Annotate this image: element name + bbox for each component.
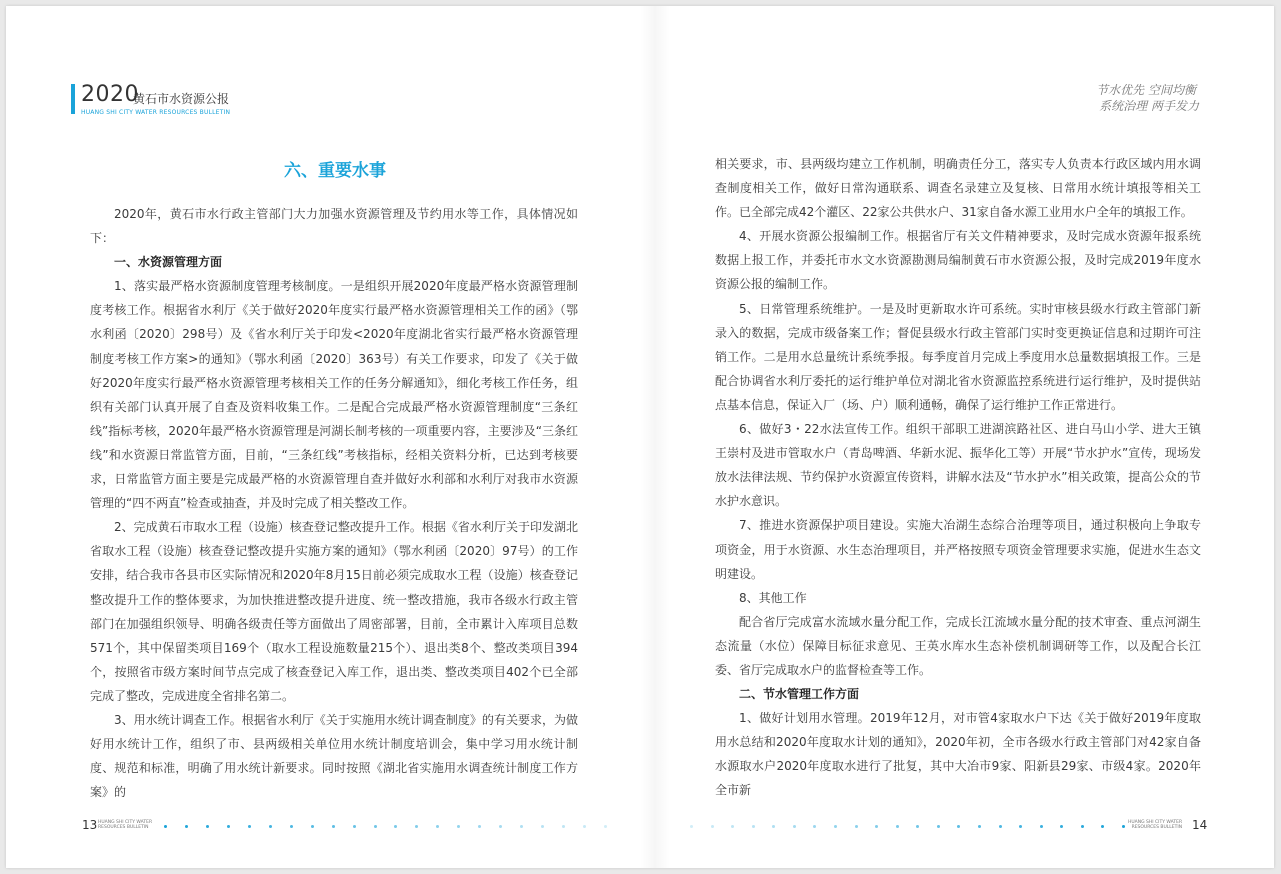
footer-dot — [311, 825, 314, 828]
section-heading-water-management: 一、水资源管理方面 — [114, 255, 223, 270]
footer-mini-line-2: RESOURCES BULLETIN — [1131, 825, 1183, 830]
footer-dot — [1081, 825, 1084, 828]
document-spread — [6, 6, 1274, 868]
footer-dot — [1040, 825, 1043, 828]
footer-mini-text-right — [1128, 820, 1182, 830]
footer-dot — [269, 825, 272, 828]
paragraph-8-title: 8、其他工作 — [739, 590, 807, 605]
left-page-footer — [82, 814, 622, 834]
footer-dot — [248, 825, 251, 828]
section-heading-water-saving: 二、节水管理工作方面 — [739, 687, 860, 702]
footer-dot — [916, 825, 919, 828]
footer-dot — [457, 825, 460, 828]
paragraph-5: 5、日常管理系统维护。一是及时更新取水许可系统。实时审核县级水行政主管部门新录入的数据，完成市级备案工作；督促县级水行政主管部门实时变更换证信息和过期许可注销工作。二是用水总量统计系统季报。每季度首月完成上季度用水总量数据填报工作。三是配合协调省水利厅委托的运行维护单位对湖北省水资源监控系统进行运行维护，及时提供站点基本信息，保证入厂（场、户）顺利通畅，确保了运行维护工作正常进行。 — [715, 301, 1201, 412]
footer-dots-right — [690, 825, 1122, 829]
footer-dot — [499, 825, 502, 828]
footer-dot — [875, 825, 878, 828]
left-page-body — [90, 202, 578, 804]
footer-dot — [1060, 825, 1063, 828]
footer-dot — [394, 825, 397, 828]
footer-dot — [999, 825, 1002, 828]
footer-mini-line-2: RESOURCES BULLETIN — [98, 825, 149, 830]
paragraph-8: 配合省厅完成富水流域水量分配工作，完成长江流域水量分配的技术审查、重点河湖生态流量（水位）保障目标征求意见、王英水库水生态补偿机制调研等工作，以及配合长江委、省厅完成取水户的监督检查等工作。 — [715, 614, 1201, 677]
slogan — [1096, 82, 1199, 114]
footer-dot — [731, 825, 734, 828]
footer-mini-text-left — [98, 820, 152, 830]
footer-dot — [290, 825, 293, 828]
right-page-footer — [690, 814, 1206, 834]
footer-dot — [855, 825, 858, 828]
footer-dot — [562, 825, 565, 828]
footer-dot — [752, 825, 755, 828]
brand-title: 黄石市水资源公报 — [133, 92, 230, 106]
footer-dot — [478, 825, 481, 828]
brand-accent-bar — [71, 84, 75, 114]
brand-year: 2020 — [81, 82, 139, 107]
footer-dot — [834, 825, 837, 828]
footer-dot — [583, 825, 586, 828]
footer-dot — [374, 825, 377, 828]
footer-dot — [164, 825, 167, 828]
footer-dot — [1122, 825, 1125, 828]
footer-dot — [711, 825, 714, 828]
footer-dot — [541, 825, 544, 828]
footer-dot — [1019, 825, 1022, 828]
brand-subtitle: HUANG SHI CITY WATER RESOURCES BULLETIN — [81, 109, 231, 116]
footer-dots-left — [164, 825, 604, 829]
paragraph-7: 7、推进水资源保护项目建设。实施大冶湖生态综合治理等项目，通过积极向上争取专项资金，用于水资源、水生态治理项目，并严格按照专项资金管理要求实施，促进水生态文明建设。 — [715, 518, 1201, 581]
footer-mini-line-1: HUANG SHI CITY WATER — [98, 820, 153, 825]
footer-dot — [206, 825, 209, 828]
paragraph-3-continued: 相关要求，市、县两级均建立工作机制，明确责任分工，落实专人负责本行政区域内用水调查制度相关工作，做好日常沟通联系、调查名录建立及复核、日常用水统计填报等相关工作。已全部完成42个灌区、22家公共供水户、31家自备水源工业用水户全年的填报工作。 — [715, 157, 1201, 220]
footer-dot — [332, 825, 335, 828]
footer-dot — [353, 825, 356, 828]
footer-dot — [690, 825, 693, 828]
section2-paragraph-1: 1、做好计划用水管理。2019年12月，对市管4家取水户下达《关于做好2019年度取用水总结和2020年度取水计划的通知》，2020年初，全市各级水行政主管部门对42家自备水源取水户2020年度取水进行了批复，其中大冶市9家、阳新县29家、市级4家。2020年全市新 — [715, 711, 1201, 798]
page-number-left: 13 — [82, 818, 98, 832]
paragraph-6: 6、做好3・22水法宣传工作。组织干部职工进湖滨路社区、进白马山小学、进大王镇王崇村及进市管取水户（青岛啤酒、华新水泥、振华化工等）开展“节水护水”宣传，现场发放水法律法规、节约保护水资源宣传资料，讲解水法及“节水护水”相关政策，提高公众的节水护水意识。 — [715, 422, 1201, 509]
intro-paragraph: 2020年，黄石市水行政主管部门大力加强水资源管理及节约用水等工作，具体情况如下： — [90, 207, 578, 246]
page-gutter — [640, 6, 670, 868]
paragraph-2: 2、完成黄石市取水工程（设施）核查登记整改提升工作。根据《省水利厅关于印发湖北省取水工程（设施）核查登记整改提升实施方案的通知》（鄂水利函〔2020〕97号）的工作安排，结合我市各县市区实际情况和2020年8月15日前必须完成取水工程（设施）核查登记整改提升工作的整体要求，为加快推进整改提升进度、统一整改措施，我市各级水行政主管部门在加强组织领导、明确各级责任等方面做出了周密部署，目前，全市累计入库项目总数571个，其中保留类项目169个（取水工程设施数量215个）、退出类8个、整改类项目394个，按照省市级方案时间节点完成了核查登记入库工作，退出类、整改类项目402个已全部完成了整改，完成进度全省排名第二。 — [90, 520, 578, 703]
footer-dot — [1101, 825, 1104, 828]
footer-dot — [185, 825, 188, 828]
footer-dot — [813, 825, 816, 828]
footer-dot — [415, 825, 418, 828]
footer-dot — [793, 825, 796, 828]
footer-dot — [937, 825, 940, 828]
footer-dot — [520, 825, 523, 828]
chapter-title: 六、重要水事 — [284, 161, 386, 181]
slogan-line-1: 节水优先 空间均衡 — [1096, 83, 1196, 97]
footer-dot — [436, 825, 439, 828]
footer-dot — [978, 825, 981, 828]
slogan-line-2: 系统治理 两手发力 — [1099, 99, 1199, 113]
footer-dot — [772, 825, 775, 828]
right-page-body — [715, 152, 1201, 803]
paragraph-1: 1、落实最严格水资源制度管理考核制度。一是组织开展2020年度最严格水资源管理制度考核工作。根据省水利厅《关于做好2020年度实行最严格水资源管理相关工作的函》（鄂水利函〔2020〕298号）及《省水利厅关于印发<2020年度湖北省实行最严格水资源管理制度考核工作方案>的通知》（鄂水利函〔2020〕363号）有关工作要求，印发了《关于做好2020年度实行最严格水资源管理考核相关工作的任务分解通知》，细化考核工作任务，组织有关部门认真开展了自查及资料收集工作。二是配合完成最严格水资源管理制度“三条红线”指标考核，2020年最严格水资源管理是河湖长制考核的一项重要内容，主要涉及“三条红线”和水资源日常监管方面，目前，“三条红线”考核指标，经相关资料分析，已达到考核要求，日常监管方面主要是完成最严格的水资源管理自查并做好水利部和水利厅对我市水资源管理的“四不两直”检查或抽查，并及时完成了相关整改工作。 — [90, 279, 578, 511]
footer-dot — [227, 825, 230, 828]
page-number-right: 14 — [1192, 818, 1208, 832]
paragraph-3: 3、用水统计调查工作。根据省水利厅《关于实施用水统计调查制度》的有关要求，为做好用水统计工作，组织了市、县两级相关单位用水统计制度培训会，集中学习用水统计制度、规范和标准，明确了用水统计新要求。同时按照《湖北省实施用水调查统计制度工作方案》的 — [90, 712, 578, 800]
footer-dot — [896, 825, 899, 828]
footer-dot — [604, 825, 607, 828]
footer-mini-line-1: HUANG SHI CITY WATER — [1128, 820, 1183, 825]
paragraph-4: 4、开展水资源公报编制工作。根据省厅有关文件精神要求，及时完成水资源年报系统数据上报工作，并委托市水文水资源勘测局编制黄石市水资源公报，及时完成2019年度水资源公报的编制工作。 — [715, 229, 1201, 292]
footer-dot — [957, 825, 960, 828]
